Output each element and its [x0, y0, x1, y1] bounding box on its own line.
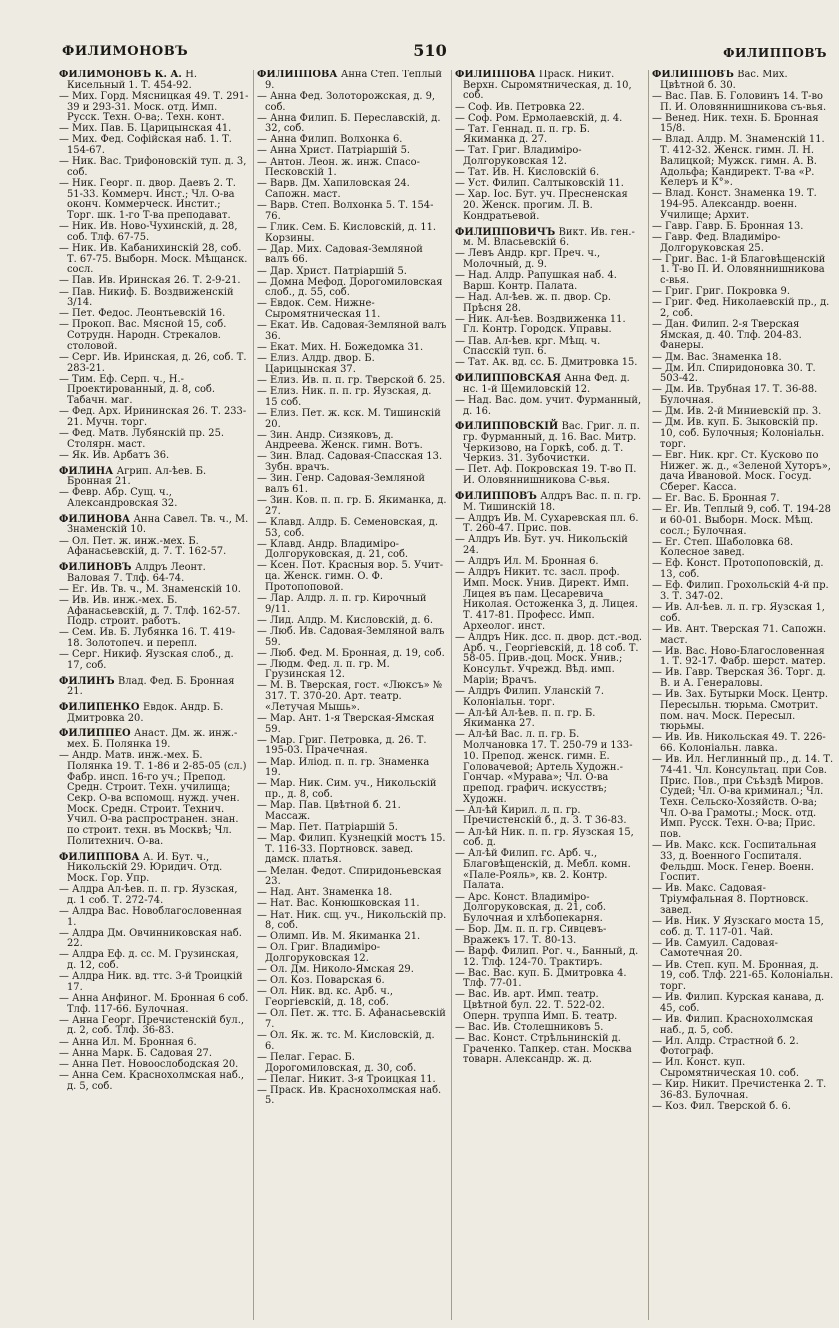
- entry-columns: [56, 70, 838, 1320]
- directory-entry: — Мар. Иліод. п. п. гр. Знаменка 19.: [257, 756, 430, 779]
- directory-entry: — Елиз. Алдр. двор. Б. Царицынская 37.: [257, 353, 375, 375]
- entry-text: Анна Фед. д. нс. 1-й Щемиловскій 12.: [463, 373, 630, 395]
- directory-entry: — Серг. Ив. Иринская, д. 26, соб. Т. 283-21.: [59, 351, 247, 374]
- surname: ФИЛИППОВА: [455, 70, 536, 80]
- directory-entry: — Нат. Вас. Конюшковская 11.: [257, 898, 420, 910]
- directory-entry: — Ник. Ив. Ново-Чухинскій, д. 28, соб. Тлф. 67-75.: [59, 221, 238, 243]
- directory-entry: — Анна Георг. Пречистенскій бул., д. 2, соб. Тлф. 36-83.: [59, 1014, 244, 1037]
- directory-entry: — Фед. Матв. Лубянскій пр. 25. Столярн. маст.: [59, 428, 224, 450]
- directory-entry: — Клавд. Алдр. Б. Семеновская, д. 53, соб.: [257, 516, 439, 539]
- directory-entry: — Алдра Ал-ѣев. п. п. гр. Яузская, д. 1 соб. Т. 272-74.: [59, 884, 238, 906]
- directory-entry: — Зин. Влад. Садовая-Спасская 13. Зубн. врачъ.: [257, 451, 443, 474]
- running-head-right: ФИЛИППОВЪ: [723, 46, 827, 60]
- directory-entry: — Дм. Ив. Трубная 17. Т. 36-88. Булочная.: [652, 384, 818, 407]
- directory-entry: — Ив. Филип. Краснохолмская наб., д. 5, соб.: [652, 1013, 814, 1036]
- directory-entry: — Кир. Никит. Пречистенка 2. Т. 36-83. Булочная.: [652, 1079, 827, 1101]
- directory-entry: — Коз. Фил. Тверской б. 6.: [652, 1101, 791, 1113]
- surname-heading-entry: [455, 374, 644, 395]
- directory-entry: — Варв. Дм. Хапиловская 24. Сапожн. маст.: [257, 178, 410, 201]
- directory-entry: — Ив. Гавр. Тверская 36. Торг. д. В. и А. Генераловы.: [652, 667, 826, 690]
- directory-entry: — Гавр. Гавр. Б. Бронная 13.: [652, 220, 804, 232]
- entry-text: Алдръ Вас. п. п. гр. М. Тишинскій 18.: [463, 490, 642, 513]
- directory-entry: — Соф. Ром. Ермолаевскій, д. 4.: [455, 112, 623, 124]
- directory-entry: — Ксен. Пот. Красныя вор. 5. Учит-ца. Женск. гимн. О. Ф. Протопоповой.: [257, 560, 444, 593]
- directory-entry: — Ив. Степ. куп. М. Бронная, д. 19, соб. Тлф. 221-65. Колоніальн. торг.: [652, 959, 834, 992]
- directory-entry: — Ег. Ив. Теплый 9, соб. Т. 194-28 и 60-01. Выборн. Моск. Мѣщ. сосл.; Булочная.: [652, 504, 831, 537]
- directory-entry: — Левъ Андр. крг. Преч. ч., Молочный, д. 9.: [455, 248, 601, 271]
- directory-entry: — Тат. Ив. Н. Кисловскій 6.: [455, 167, 600, 179]
- directory-entry: — Григ. Вас. 1-й Благовѣщенскій 1. Т-во П. И. Оловяннишникова с-вья.: [652, 253, 826, 287]
- directory-entry: — Ив. Ив. инж.-мех. Б. Афанасьевскій, д. 7. Тлф. 162-57. Подр. строит. работъ.: [59, 594, 241, 628]
- entry-text: А. И. Бут. ч., Никольскій 29. Юридич. Отд. Моск. Гор. Упр.: [67, 851, 223, 884]
- directory-entry: — Вас. Ив. Столешниковъ 5.: [455, 1021, 604, 1033]
- directory-entry: — Мар. Филип. Кузнецкій мостъ 15. Т. 116-33. Портновск. завед. дамск. платья.: [257, 833, 446, 866]
- surname: ФИЛИППОВЪ: [455, 490, 537, 502]
- directory-entry: — Андр. Матв. инж.-мех. Б. Полянка 19. Т. 1-86 и 2-85-05 (сл.) Фабр. инсп. 16-го уч.; Препод. Средн. Строит. Техн. училища; Секр. О-ва вспомощ. нужд. учен. Моск. Средн. Строит. Технич. Учил. О-ва распространен. знан. по строит. техн. въ Москвѣ; Чл. Политехнич. О-ва.: [59, 750, 247, 847]
- page-number: 510: [413, 41, 447, 60]
- directory-entry: — Ник. Ив. Кабанихинскій 28, соб. Т. 67-75. Выборн. Моск. Мѣщанск. сосл.: [59, 242, 248, 276]
- directory-entry: — Сем. Ив. Б. Лубянка 16. Т. 419-18. Золотопеч. и перепл.: [59, 627, 236, 650]
- directory-entry: — Мих. Фед. Софійская наб. 1. Т. 154-67.: [59, 134, 232, 157]
- entry-text: Вас. Григ. л. п. гр. Фурманный, д. 16. Вас. Митр. Черкизово, на Горкѣ, соб. д. Т. Черкиз. 31. Зубочистки.: [463, 421, 640, 465]
- directory-entry: — Ол. Коз. Поварская 6.: [257, 975, 385, 987]
- surname-heading-entry: [59, 677, 249, 698]
- directory-entry: — Ег. Ив. Тв. ч., М. Знаменскій 10.: [59, 583, 241, 595]
- directory-entry: — Варв. Степ. Волхонка 5. Т. 154-76.: [257, 200, 434, 222]
- directory-entry: — Мар. Пет. Патріаршій 5.: [257, 821, 398, 833]
- entry-list: [257, 70, 447, 1107]
- directory-entry: — Над. Ант. Знаменка 18.: [257, 887, 393, 899]
- surname: ФИЛИНА: [59, 465, 114, 477]
- directory-entry: — Ив. Ант. Тверская 71. Сапожн. маст.: [652, 623, 827, 646]
- directory-entry: — Арс. Конст. Владиміро-Долгоруковская, д. 21, соб. Булочная и хлѣбопекарня.: [455, 891, 607, 924]
- directory-entry: — Ол. Пет. ж. ттс. Б. Афанасьевскій 7.: [257, 1008, 446, 1030]
- surname: ФИЛИНЪ: [59, 675, 115, 687]
- directory-entry: — Тим. Еф. Серп. ч., Н.-Проектированный, д. 8, соб. Табачн. маг.: [59, 373, 216, 407]
- directory-entry: — Зин. Ков. п. п. гр. Б. Якиманка, д. 27.: [257, 495, 447, 517]
- directory-entry: — Серг. Никиф. Яузская слоб., д. 17, соб.: [59, 649, 234, 671]
- directory-entry: — Григ. Григ. Покровка 9.: [652, 286, 790, 298]
- directory-entry: — Хар. Іос. Бут. уч. Пресненская 20. Женск. прогим. Л. В. Кондратьевой.: [455, 189, 628, 222]
- directory-entry: — Ал-ѣй Ал-ѣев. п. п. гр. Б. Якиманка 27.: [455, 707, 596, 730]
- directory-entry: — Домна Мефод. Дорогомиловская слоб., д. 55, соб.: [257, 276, 443, 299]
- directory-entry: — Зин. Андр. Сизяковъ, д. Андреева. Женск. гимн. Вотъ.: [257, 429, 423, 452]
- directory-entry: — Вас. Пав. Б. Головинъ 14. Т-во П. И. Оловяннишникова съ-вья.: [652, 90, 827, 113]
- directory-entry: — Алдръ Ник. дсс. п. двор. дст.-вод. Арб. ч., Георгіевскій, д. 18 соб. Т. 58-05. Прив.-доц. Моск. Унив.; Консульт. Учрежд. Вѣд. имп. Маріи; Врачъ.: [455, 631, 642, 686]
- directory-entry: — Анна Сем. Краснохолмская наб., д. 5, соб.: [59, 1069, 245, 1092]
- directory-entry: — Алдръ Ив. М. Сухаревская пл. 6. Т. 260-47. Прис. пов.: [455, 512, 639, 535]
- directory-entry: — М. В. Тверская, гост. «Люксъ» № 317. Т. 370-20. Арт. театр. «Летучая Мышь».: [257, 680, 443, 713]
- directory-entry: — Варф. Филип. Рог. ч., Банный, д. 12. Тлф. 124-70. Трактиръ.: [455, 945, 639, 968]
- surname: ФИЛИПЕНКО: [59, 701, 140, 713]
- directory-entry: — Ал-ѣй Филип. гс. Арб. ч., Благовѣщенскій, д. Мебл. комн. «Пале-Рояль», кв. 2. Контр. Палата.: [455, 848, 631, 892]
- directory-entry: — Ал-ѣй Кирил. л. п. гр. Пречистенскій б., д. 3. Т 36-83.: [455, 804, 627, 827]
- directory-entry: — Дан. Филип. 2-я Тверская Ямская, д. 40. Тлф. 204-83. Фанеры.: [652, 319, 802, 352]
- directory-entry: — Пав. Никиф. Б. Воздвиженскій 3/14.: [59, 286, 234, 309]
- directory-entry: — Лид. Алдр. М. Кисловскій, д. 6.: [257, 614, 434, 626]
- directory-entry: — Дар. Христ. Патріаршій 5.: [257, 265, 407, 277]
- entry-text: Алдръ Леонт. Валовая 7. Тлф. 64-74.: [67, 561, 206, 584]
- directory-entry: — Венед. Ник. техн. Б. Бронная 15/8.: [652, 112, 819, 135]
- surname-heading-entry: [257, 70, 447, 91]
- entry-text: Анна Степ. Теплый 9.: [265, 70, 442, 91]
- directory-entry: — Вас. Ив. арт. Имп. театр. Цвѣтной бул. 22. Т. 522-02. Оперн. труппа Имп. Б. театр.: [455, 989, 618, 1022]
- directory-entry: — Анна Марк. Б. Садовая 27.: [59, 1047, 212, 1059]
- directory-entry: — Глик. Сем. Б. Кисловскій, д. 11. Корзины.: [257, 221, 437, 244]
- directory-entry: — Ал-ѣй Ник. п. п. гр. Яузская 15, соб. д.: [455, 826, 634, 849]
- directory-entry: — Ив. Ил. Неглинный пр., д. 14. Т. 74-41. Чл. Консультац. при Сов. Прис. Пов., при Съѣздѣ Миров. Судей; Чл. О-ва криминал.; Чл. Техн. Сельско-Хозяйств. О-ва; Чл. О-ва Грамоты.; Моск. отд. Имп. Русск. Техн. О-ва; Прис. пов.: [652, 754, 834, 841]
- directory-entry: — Еф. Филип. Грохольскій 4-й пр. 3. Т. 347-02.: [652, 580, 829, 602]
- directory-entry: — Антон. Леон. ж. инж. Спасо-Песковскій 1.: [257, 156, 420, 179]
- directory-entry: — Анна Христ. Патріаршій 5.: [257, 145, 411, 157]
- directory-entry: — Мар. Григ. Петровка, д. 26. Т. 195-03. Прачечная.: [257, 734, 427, 757]
- surname: ФИЛИППОВСКІЙ: [455, 421, 559, 433]
- entry-list: [455, 70, 644, 1066]
- directory-entry: — Екат. Ив. Садовая-Земляной валъ 36.: [257, 320, 447, 342]
- directory-entry: — Ник. Вас. Трифоновскій туп. д. 3, соб.: [59, 156, 247, 178]
- surname-heading-entry: [59, 70, 249, 91]
- surname-heading-entry: [59, 563, 249, 584]
- directory-entry: — Клавд. Андр. Владиміро-Долгоруковская, д. 21, соб.: [257, 538, 409, 561]
- surname: ФИЛИНОВЪ: [59, 561, 132, 573]
- directory-entry: — Фед. Арх. Ирининская 26. Т. 233-21. Мучн. торг.: [59, 406, 247, 428]
- directory-entry: — Люб. Ив. Садовая-Земляной валъ 59.: [257, 625, 445, 648]
- directory-entry: — Мелан. Федот. Спиридоньевская 23.: [257, 865, 442, 888]
- directory-entry: — Алдръ Никит. тс. засл. проф. Имп. Моск. Унив. Директ. Имп. Лицея въ пам. Цесаревича Николая. Остоженка 3, д. Лицея. Т. 417-81. Професс. Имп. Археолог. инст.: [455, 567, 639, 632]
- surname: ФИЛИППОВСКАЯ: [455, 373, 561, 385]
- directory-entry: — Людм. Фед. л. п. гр. М. Грузинская 12.: [257, 658, 390, 681]
- column-4: [648, 70, 838, 1320]
- directory-entry: — Дм. Ив. 2-й Миниевскій пр. 3.: [652, 406, 822, 418]
- directory-entry: — Ив. Ив. Никольская 49. Т. 226-66. Колоніальн. лавка.: [652, 732, 826, 755]
- directory-entry: — Ив. Самуил. Садовая-Самотечная 20.: [652, 937, 779, 960]
- directory-entry: — Прокоп. Вас. Мясной 15, соб. Сотрудн. Народн. Стрекалов. столовой.: [59, 319, 227, 352]
- directory-entry: — Елиз. Пет. ж. кск. М. Тишинскій 20.: [257, 407, 441, 430]
- directory-entry: — Дар. Мих. Садовая-Земляной валъ 66.: [257, 243, 423, 266]
- entry-text: Анна Савел. Тв. ч., М. Знаменскій 10.: [67, 513, 249, 536]
- directory-entry: — Евдок. Сем. Нижне-Сыромятническая 11.: [257, 298, 381, 321]
- directory-entry: — Тат. Ак. вд. сс. Б. Дмитровка 15.: [455, 357, 638, 369]
- surname: ФИЛИППОВА: [257, 70, 338, 80]
- directory-entry: — Алдра Дм. Овчинниковская наб. 22.: [59, 927, 242, 950]
- directory-entry: — Анна Пет. Новоослободская 20.: [59, 1058, 239, 1070]
- directory-entry: — Мих. Горд. Мясницкая 49. Т. 291-39 и 293-31. Моск. отд. Имп. Русск. Техн. О-ва;. Техн. конт.: [59, 90, 249, 124]
- directory-entry: — Ег. Вас. Б. Бронная 7.: [652, 493, 780, 505]
- directory-entry: — Анна Филип. Б. Переславскій, д. 32, соб.: [257, 112, 441, 135]
- directory-entry: — Праск. Ив. Краснохолмская наб. 5.: [257, 1084, 442, 1107]
- directory-entry: — Пав. Ал-ѣев. крг. Мѣщ. ч. Спасскій туп. 6.: [455, 335, 601, 358]
- directory-entry: — Тат. Геннад. п. п. гр. Б. Якиманка д. 27.: [455, 123, 590, 146]
- directory-entry: — Григ. Фед. Николаевскій пр., д. 2, соб.: [652, 297, 830, 319]
- column-2: [253, 70, 451, 1320]
- directory-entry: — Ол. Пет. ж. инж.-мех. Б. Афанасьевскій, д. 7. Т. 162-57.: [59, 535, 227, 558]
- entry-text: Анаст. Дм. ж. инж.-мех. Б. Полянка 19.: [67, 728, 238, 751]
- surname: ФИЛИППОВЪ: [652, 70, 734, 80]
- directory-entry: — Ил. Алдр. Страстной б. 2. Фотограф.: [652, 1035, 799, 1058]
- surname-heading-entry: [455, 492, 644, 513]
- directory-entry: — Елиз. Ив. п. п. гр. Тверской б. 25.: [257, 374, 446, 386]
- directory-entry: — Елиз. Ник. п. п. гр. Яузская, д. 15 соб.: [257, 386, 432, 408]
- surname-heading-entry: [59, 853, 249, 885]
- directory-entry: — Мар. Ант. 1-я Тверская-Ямская 59.: [257, 712, 435, 735]
- directory-entry: — Алдра Ник. вд. ттс. 3-й Троицкій 17.: [59, 971, 243, 993]
- directory-entry: — Пет. Аф. Покровская 19. Т-во П. И. Оловяннишникова С-вья.: [455, 464, 637, 487]
- directory-entry: — Анна Анфиног. М. Бронная 6 соб. Тлф. 117-66. Булочная.: [59, 992, 249, 1015]
- directory-entry: — Февр. Абр. Сущ. ч., Александровская 32.: [59, 487, 178, 510]
- directory-entry: — Ив. Макс. кск. Госпитальная 33, д. Военного Госпиталя. Фельдш. Моск. Генер. Военн. Госпит.: [652, 840, 817, 884]
- directory-entry: — Над. Ал-ѣев. ж. п. двор. Ср. Прѣсня 28.: [455, 291, 612, 314]
- directory-entry: — Нат. Ник. сщ. уч., Никольскій пр. 8, соб.: [257, 909, 447, 932]
- directory-entry: — Дм. Вас. Знаменка 18.: [652, 351, 782, 363]
- directory-entry: — Влад. Конст. Знаменка 19. Т. 194-95. Александр. военн. Училище; Архит.: [652, 188, 817, 221]
- directory-entry: — Мар. Пав. Цвѣтной б. 21. Массаж.: [257, 800, 401, 822]
- directory-entry: — Пет. Федос. Леонтьевскій 16.: [59, 308, 226, 320]
- surname: ФИЛИМОНОВЪ К. А.: [59, 70, 182, 80]
- directory-entry: — Алдръ Ил. М. Бронная 6.: [455, 556, 599, 568]
- directory-entry: — Ол. Дм. Николо-Ямская 29.: [257, 964, 414, 976]
- entry-list: [59, 70, 249, 1092]
- directory-entry: — Мих. Пав. Б. Царицынская 41.: [59, 123, 232, 135]
- page-header: [0, 40, 839, 66]
- surname: ФИЛИППЕО: [59, 728, 131, 740]
- directory-entry: — Бор. Дм. п. п. гр. Сивцевъ-Вражекъ 17. Т. 80-13.: [455, 924, 607, 946]
- directory-entry: — Еф. Конст. Протопоповскій, д. 13, соб.: [652, 558, 824, 581]
- directory-entry: — Екат. Мих. Н. Божедомка 31.: [257, 342, 424, 354]
- directory-entry: — Евг. Ник. крг. Ст. Кусково по Нижег. ж. д., «Зеленой Хуторъ», дача Ивановой. Моск. Госуд. Сберег. Касса.: [652, 449, 831, 493]
- directory-entry: — Пав. Ив. Иринская 26. Т. 2-9-21.: [59, 275, 241, 287]
- surname: ФИЛИППОВА: [59, 851, 140, 863]
- directory-entry: — Ив. Вас. Ново-Благословенная 1. Т. 92-17. Фабр. шерст. матер.: [652, 645, 826, 668]
- directory-entry: — Пелаг. Герас. Б. Дорогомиловская, д. 30, соб.: [257, 1051, 417, 1074]
- surname-heading-entry: [59, 729, 249, 750]
- entry-text: Праск. Никит. Верхн. Сыромятническая, д. 10, соб.: [463, 70, 632, 102]
- column-1: [56, 70, 253, 1320]
- entry-text: Евдок. Андр. Б. Дмитровка 20.: [67, 701, 224, 724]
- surname-heading-entry: [455, 70, 644, 102]
- directory-entry: — Соф. Ив. Петровка 22.: [455, 101, 585, 113]
- surname-heading-entry: [652, 70, 834, 91]
- surname-heading-entry: [455, 422, 644, 465]
- directory-entry: — Алдра Вас. Новоблагословенная 1.: [59, 905, 242, 928]
- surname-heading-entry: [59, 467, 249, 488]
- directory-entry: — Ив. Ал-ѣев. л. п. гр. Яузская 1, соб.: [652, 602, 825, 624]
- entry-text: Агрип. Ал-ѣев. Б. Бронная 21.: [67, 465, 207, 488]
- surname-heading-entry: [59, 703, 249, 724]
- directory-entry: — Мар. Ник. Сим. уч., Никольскій пр., д. 8, соб.: [257, 778, 437, 801]
- directory-entry: — Ег. Степ. Шаболовка 68. Колесное завед.: [652, 536, 794, 559]
- directory-entry: — Гавр. Фед. Владиміро-Долгоруковская 25.: [652, 231, 781, 254]
- directory-entry: — Ив. Макс. Садовая-Тріумфальная 8. Портновск. завед.: [652, 883, 809, 916]
- directory-entry: — Ол. Ник. вд. кс. Арб. ч., Георгіевскій, д. 18, соб.: [257, 986, 394, 1009]
- surname: ФИЛИНОВА: [59, 513, 131, 525]
- directory-entry: — Тат. Григ. Владиміро-Долгоруковская 12.: [455, 145, 582, 168]
- directory-entry: — Над. Вас. дом. учит. Фурманный, д. 16.: [455, 394, 642, 417]
- directory-entry: — Дм. Ив. куп. Б. Зыковскій пр. 10, соб. Булочныя; Колоніальн. торг.: [652, 417, 825, 450]
- surname-heading-entry: [455, 228, 644, 249]
- directory-entry: — Анна Филип. Волхонка 6.: [257, 134, 403, 146]
- surname-heading-entry: [59, 515, 249, 536]
- directory-entry: — Ив. Зах. Бутырки Моск. Центр. Пересыльн. тюрьма. Смотрит. пом. нач. Моск. Пересыл. тюрьмы.: [652, 689, 828, 733]
- directory-entry: — Влад. Алдр. М. Знаменскій 11. Т. 412-32. Женск. гимн. Л. Н. Валицкой; Мужск. гимн. А. В. Адольфа; Кандирект. Т-ва «Р. Келеръ и К°».: [652, 134, 825, 189]
- directory-entry: — Алдръ Ив. Бут. уч. Никольскій 24.: [455, 534, 628, 557]
- directory-entry: — Ив. Ник. У Яузскаго моста 15, соб. д. Т. 117-01. Чай.: [652, 915, 824, 938]
- directory-entry: — Лар. Алдр. л. п. гр. Кирочный 9/11.: [257, 592, 427, 615]
- directory-entry: — Ал-ѣй Вас. л. п. гр. Б. Молчановка 17. Т. 250-79 и 133-10. Препод. женск. гимн. Е. Головачевой; Артель Художн.-Гончар. «Мурава»; Чл. О-ва препод. графич. искусствъ; Художн.: [455, 729, 633, 805]
- entry-text: Н. Кисельный 1. Т. 454-92.: [67, 70, 198, 91]
- directory-entry: — Вас. Конст. Стрѣльнинскій д. Граченко. Тапкер. стан. Москва товарн. Александр. ж. д.: [455, 1033, 632, 1066]
- directory-entry: — Уст. Филип. Салтыковскій 11.: [455, 178, 624, 190]
- directory-entry: — Олимп. Ив. М. Якиманка 21.: [257, 931, 421, 943]
- entry-text: Викт. Ив. ген.-м. М. Власьевскій 6.: [463, 226, 635, 249]
- directory-entry: — Вас. Вас. куп. Б. Дмитровка 4. Тлф. 77-01.: [455, 967, 627, 990]
- directory-entry: — Ол. Як. ж. тс. М. Кисловскій, д. 6.: [257, 1030, 435, 1052]
- directory-entry: — Ив. Филип. Курская канава, д. 45, соб.: [652, 992, 825, 1014]
- directory-entry: — Анна Ил. М. Бронная 6.: [59, 1036, 197, 1048]
- directory-entry: — Анна Фед. Золоторожская, д. 9, соб.: [257, 90, 436, 113]
- column-3: [451, 70, 648, 1320]
- directory-entry: — Алдра Еф. д. сс. М. Грузинская, д. 12, соб.: [59, 949, 239, 972]
- running-head-left: ФИЛИМОНОВЪ: [62, 44, 189, 59]
- directory-entry: — Люб. Фед. М. Бронная, д. 19, соб.: [257, 647, 445, 659]
- entry-list: [652, 70, 834, 1113]
- directory-entry: — Зин. Генр. Садовая-Земляной валъ 61.: [257, 473, 425, 495]
- directory-entry: — Алдръ Филип. Уланскій 7. Колоніальн. торг.: [455, 685, 604, 708]
- directory-entry: — Дм. Ил. Спиридоновка 30. Т. 503-42.: [652, 362, 816, 385]
- directory-entry: — Над. Алдр. Рапушкая наб. 4. Варш. Контр. Палата.: [455, 270, 617, 292]
- directory-entry: — Ол. Григ. Владиміро-Долгоруковская 12.: [257, 942, 381, 965]
- directory-entry: — Ил. Конст. куп. Сыромятническая 10. соб.: [652, 1057, 799, 1080]
- directory-entry: — Ник. Георг. п. двор. Даевъ 2. Т. 51-33. Коммерч. Инст.; Чл. О-ва оконч. Коммерческ. Инстит.; Торг. шк. 1-го Т-ва преподават.: [59, 177, 236, 222]
- entry-text: Вас. Мих. Цвѣтной б. 30.: [660, 70, 788, 91]
- surname: ФИЛИППОВИЧЪ: [455, 226, 556, 238]
- directory-entry: — Пелаг. Никит. 3-я Троицкая 11.: [257, 1073, 436, 1085]
- directory-entry: — Як. Ив. Арбатъ 36.: [59, 449, 170, 461]
- entry-text: Влад. Фед. Б. Бронная 21.: [67, 675, 235, 698]
- directory-entry: — Ник. Ал-ѣев. Воздвиженка 11. Гл. Контр. Городск. Управы.: [455, 313, 626, 336]
